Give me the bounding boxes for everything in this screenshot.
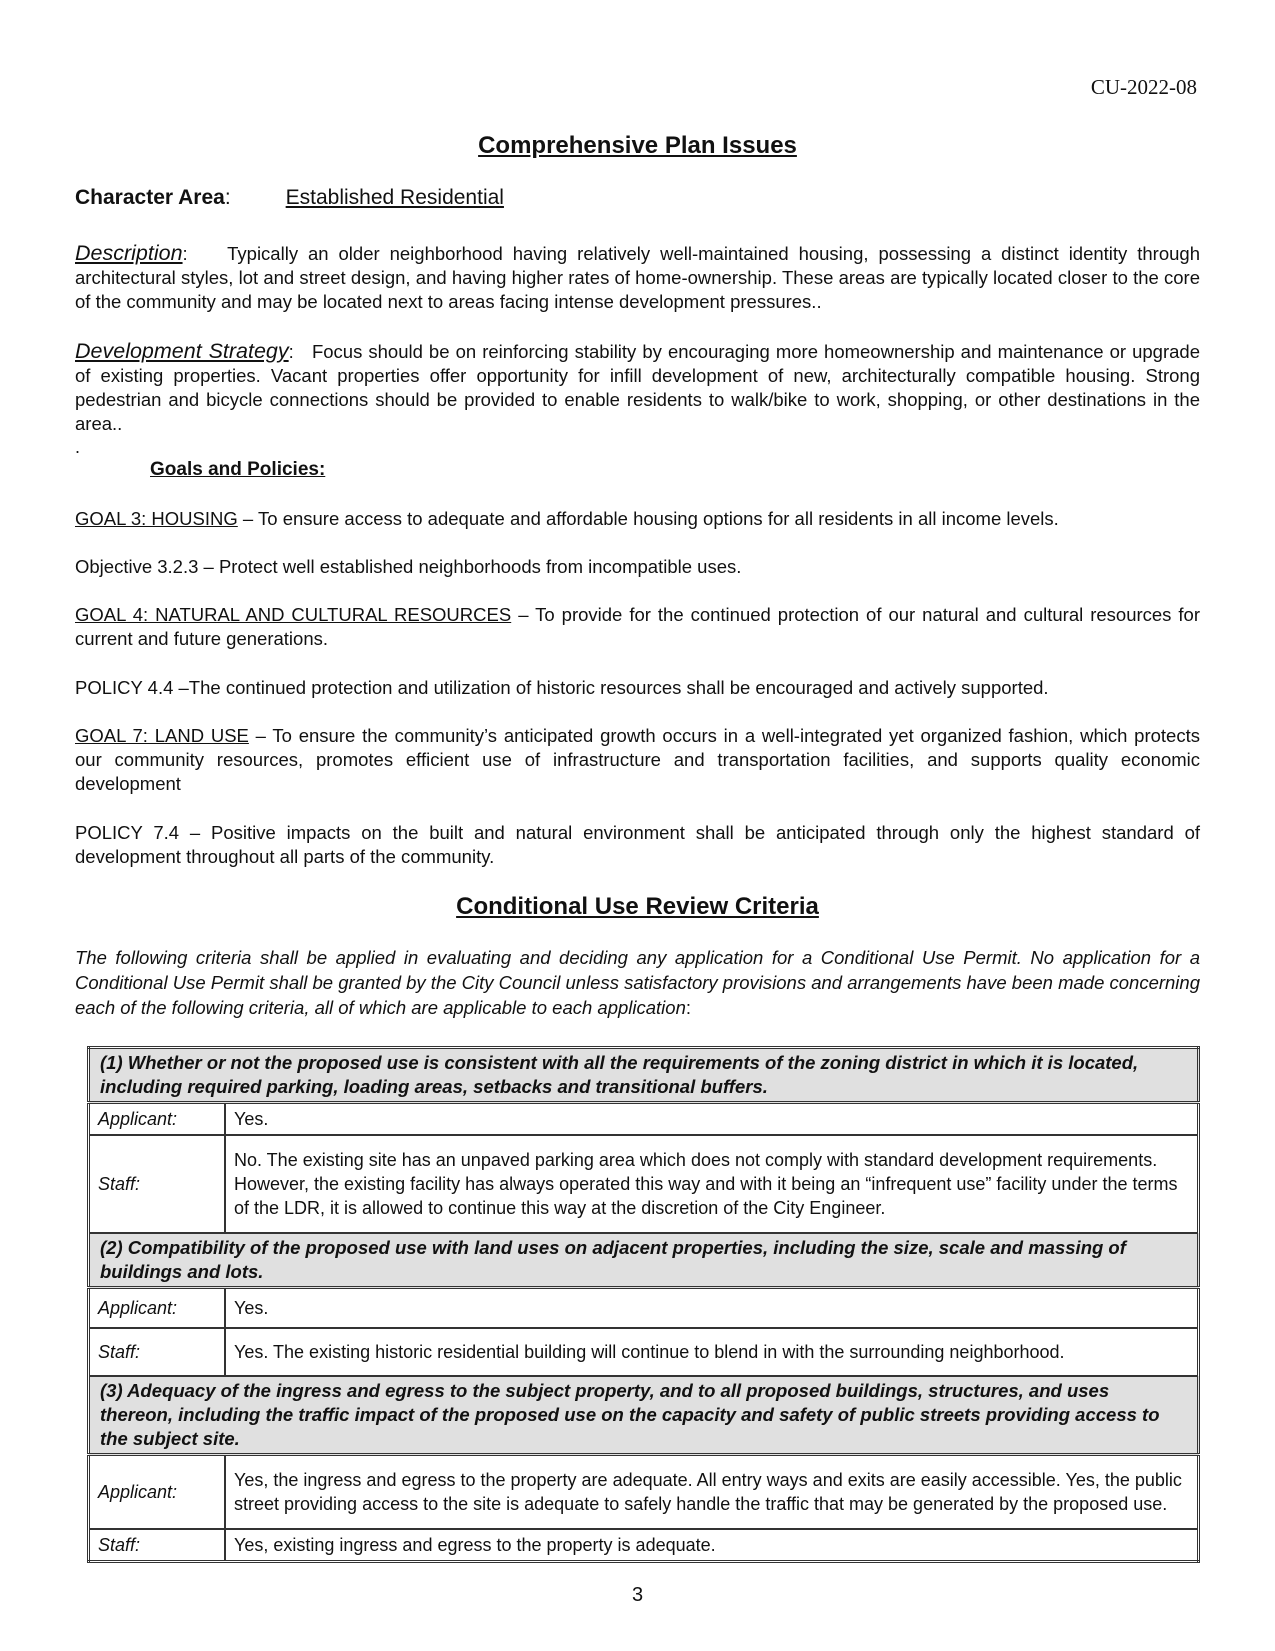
description-label: Description xyxy=(75,241,183,265)
staff-label: Staff: xyxy=(89,1135,226,1233)
development-strategy-paragraph: Development Strategy: Focus should be on reinforcing stability by encouraging more homeownership and maintenance or upgrade of existing properties. Vacant properties offer opportunity for infill development of new, architecturally compatible housing. Strong pedestrian and bicycle connections should be provided to enable residents to walk/bike to work, shopping, or other destinations in the area.. xyxy=(75,339,1200,434)
page-number: 3 xyxy=(631,1584,644,1606)
description-paragraph: Description: Typically an older neighborhood having relatively well-maintained housing, possessing a distinct identity through architectural styles, lot and street design, and having higher rates of home-ownership. These areas are typically located closer to the core of the community and may be located next to areas facing intense development pressures.. xyxy=(75,241,1200,312)
goal-4 xyxy=(75,603,1200,651)
staff-answer: Yes. The existing historic residential building will continue to blend in with the surrounding neighborhood. xyxy=(225,1328,1199,1376)
criterion-2-applicant-row xyxy=(89,1288,1199,1329)
section-title-conditional-use: Conditional Use Review Criteria xyxy=(456,893,819,920)
goal-4-text: – To provide for the continued protection of our natural and cultural resources for current and future generations. xyxy=(75,604,1201,649)
criterion-1-staff-row xyxy=(89,1135,1199,1233)
stray-dot: . xyxy=(75,437,81,457)
goal-7-text: – To ensure the community’s anticipated growth occurs in a well-integrated yet organized fashion, which protects our community resources, promotes efficient use of infrastructure and transportation facilities, and supports quality economic development xyxy=(75,725,1200,794)
criterion-heading: (2) Compatibility of the proposed use with land uses on adjacent properties, including the size, scale and massing of buildings and lots. xyxy=(89,1233,1199,1288)
criterion-3-applicant-row xyxy=(89,1455,1199,1530)
strategy-text: Focus should be on reinforcing stability by encouraging more homeownership and maintenance or upgrade of existing properties. Vacant properties offer opportunity for infill development of new, architecturally compatible housing. Strong pedestrian and bicycle connections should be provided to enable residents to walk/bike to work, shopping, or other destinations in the area.. xyxy=(75,341,1200,434)
criteria-intro: The following criteria shall be applied in evaluating and deciding any application for a Conditional Use Permit. No application for a Conditional Use Permit shall be granted by the City Council unless satisfactory provisions and arrangements have been made concerning each of the following criteria, all of which are applicable to each application: xyxy=(75,947,1200,1018)
staff-label: Staff: xyxy=(89,1529,226,1562)
applicant-answer: Yes. xyxy=(225,1103,1199,1136)
case-number: CU-2022-08 xyxy=(1090,75,1197,99)
applicant-answer: Yes. xyxy=(225,1288,1199,1329)
policy-4-4: POLICY 4.4 –The continued protection and utilization of historic resources shall be encouraged and actively supported. xyxy=(75,677,1049,698)
applicant-answer: Yes, the ingress and egress to the property are adequate. All entry ways and exits are easily accessible. Yes, the public street providing access to the site is adequate to safely handle the traffic that may be generated by the proposed use. xyxy=(225,1455,1199,1530)
goal-3-label: GOAL 3: HOUSING xyxy=(75,508,238,529)
goal-3-text: – To ensure access to adequate and affordable housing options for all residents in all income levels. xyxy=(237,508,1059,529)
criterion-3-heading-row xyxy=(89,1376,1199,1455)
goal-7-label: GOAL 7: LAND USE xyxy=(75,725,249,746)
criterion-3-staff-row xyxy=(89,1529,1199,1562)
criterion-2-staff-row xyxy=(89,1328,1199,1376)
criterion-heading: (1) Whether or not the proposed use is consistent with all the requirements of the zoning district in which it is located, including required parking, loading areas, setbacks and transitional buffers. xyxy=(89,1048,1199,1103)
character-area: Character Area: Established Residential xyxy=(75,186,504,209)
objective-3-2-3: Objective 3.2.3 – Protect well established neighborhoods from incompatible uses. xyxy=(75,556,742,577)
staff-label: Staff: xyxy=(89,1328,226,1376)
criterion-heading: (3) Adequacy of the ingress and egress to the subject property, and to all proposed buildings, structures, and uses thereon, including the traffic impact of the proposed use on the capacity and safety of public streets providing access to the subject site. xyxy=(89,1376,1199,1455)
strategy-label: Development Strategy xyxy=(75,339,289,363)
description-text: Typically an older neighborhood having relatively well-maintained housing, possessing a distinct identity through architectural styles, lot and street design, and having higher rates of home-ownership. These areas are typically located closer to the core of the community and may be located next to areas facing intense development pressures.. xyxy=(75,243,1200,312)
character-area-label: Character Area xyxy=(75,186,225,209)
applicant-label: Applicant: xyxy=(89,1455,226,1530)
applicant-label: Applicant: xyxy=(89,1288,226,1329)
staff-answer: Yes, existing ingress and egress to the property is adequate. xyxy=(225,1529,1199,1562)
applicant-label: Applicant: xyxy=(89,1103,226,1136)
staff-answer: No. The existing site has an unpaved parking area which does not comply with standard development requirements. However, the existing facility has always operated this way and with it being an “infrequent use” facility under the terms of the LDR, it is allowed to continue this way at the discretion of the City Engineer. xyxy=(225,1135,1199,1233)
policy-7-4: POLICY 7.4 – Positive impacts on the built and natural environment shall be anticipated through only the highest standard of development throughout all parts of the community. xyxy=(75,822,1200,867)
criterion-1-heading-row xyxy=(89,1048,1199,1103)
goals-heading: Goals and Policies: xyxy=(150,459,326,480)
criteria-table xyxy=(87,1046,1200,1563)
section-title-comprehensive-plan: Comprehensive Plan Issues xyxy=(478,132,797,159)
character-area-value: Established Residential xyxy=(285,186,504,209)
criterion-2-heading-row xyxy=(89,1233,1199,1288)
criterion-1-applicant-row xyxy=(89,1103,1199,1136)
goal-4-label: GOAL 4: NATURAL AND CULTURAL RESOURCES xyxy=(75,604,512,625)
goal-7 xyxy=(75,724,1200,796)
goal-3 xyxy=(75,507,1200,531)
